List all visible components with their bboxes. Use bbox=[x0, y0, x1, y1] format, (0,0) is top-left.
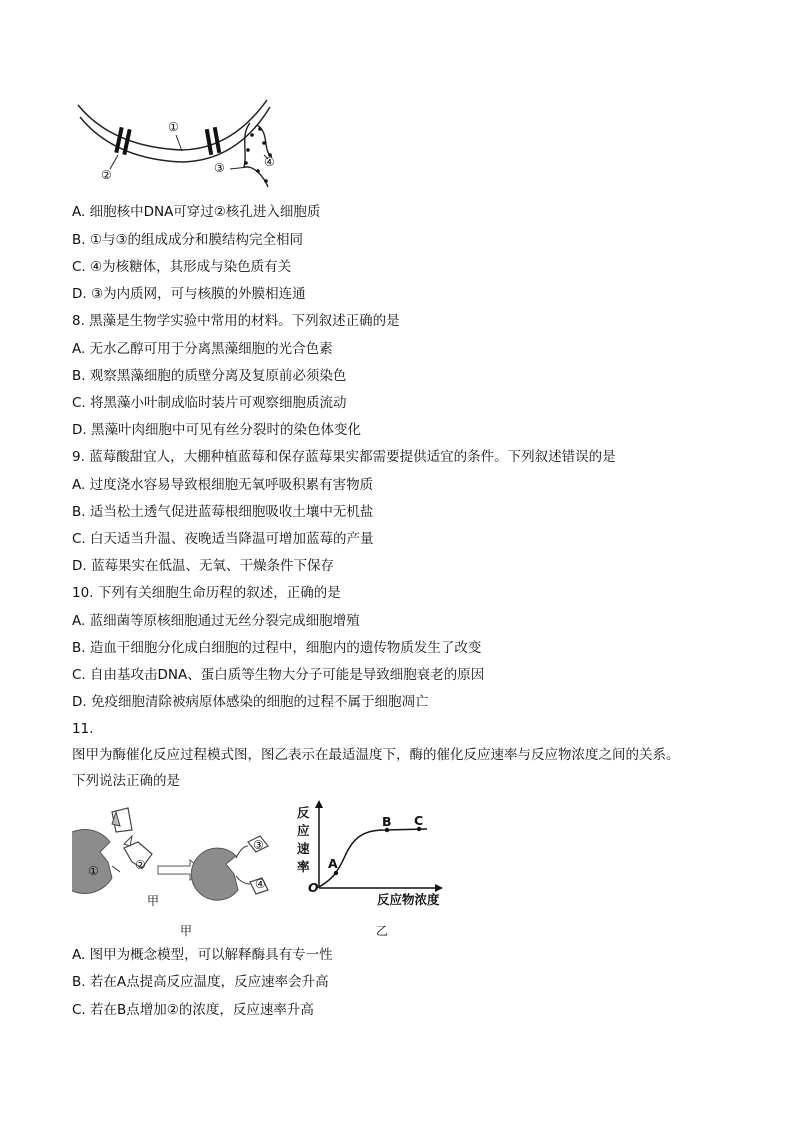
x-axis-label: 反应物浓度 bbox=[377, 892, 440, 907]
jia-caption: 甲 bbox=[180, 924, 193, 938]
yi-caption: 乙 bbox=[376, 924, 389, 938]
q8-option-d: D. 黑藻叶肉细胞中可见有丝分裂时的染色体变化 bbox=[72, 422, 361, 438]
q7-option-b: B. ①与③的组成成分和膜结构完全相同 bbox=[72, 232, 304, 248]
y-axis-char-2: 应 bbox=[297, 823, 310, 838]
q10-option-d: D. 免疫细胞清除被病原体感染的细胞的过程不属于细胞凋亡 bbox=[72, 694, 429, 710]
y-axis-label bbox=[297, 803, 315, 875]
fig-label-2: ② bbox=[101, 168, 112, 182]
q9-option-d: D. 蓝莓果实在低温、无氧、干燥条件下保存 bbox=[72, 558, 334, 574]
y-axis-char-1: 反 bbox=[297, 805, 310, 820]
q9-option-b: B. 适当松土透气促进蓝莓根细胞吸收土壤中无机盐 bbox=[72, 504, 374, 520]
q11-option-b: B. 若在A点提高反应温度，反应速率会升高 bbox=[72, 974, 329, 990]
point-c-label: C bbox=[414, 813, 424, 828]
origin-label: O bbox=[308, 880, 319, 895]
jia-label-2: ② bbox=[135, 858, 146, 872]
rate-curve-figure bbox=[305, 800, 445, 895]
point-b-label: B bbox=[382, 814, 392, 829]
y-axis-char-3: 速 bbox=[297, 841, 310, 856]
q8-stem: 8. 黑藻是生物学实验中常用的材料。下列叙述正确的是 bbox=[72, 313, 400, 329]
q10-option-c: C. 自由基攻击DNA、蛋白质等生物大分子可能是导致细胞衰老的原因 bbox=[72, 667, 485, 683]
point-a-label: A bbox=[328, 856, 338, 871]
q9-stem: 9. 蓝莓酸甜宜人，大棚种植蓝莓和保存蓝莓果实都需要提供适宜的条件。下列叙述错误的是 bbox=[72, 449, 616, 465]
fig-label-3: ③ bbox=[214, 161, 225, 175]
q8-option-a: A. 无水乙醇可用于分离黑藻细胞的光合色素 bbox=[72, 341, 333, 357]
q10-option-a: A. 蓝细菌等原核细胞通过无丝分裂完成细胞增殖 bbox=[72, 613, 360, 629]
jia-inner-caption: 甲 bbox=[147, 894, 160, 908]
q11-number: 11. bbox=[72, 721, 94, 737]
q7-option-c: C. ④为核糖体，其形成与染色质有关 bbox=[72, 259, 292, 275]
point-a-mark bbox=[334, 871, 338, 875]
q10-stem: 10. 下列有关细胞生命历程的叙述，正确的是 bbox=[72, 585, 341, 601]
fig-label-1: ① bbox=[168, 120, 179, 134]
q9-option-a: A. 过度浇水容易导致根细胞无氧呼吸积累有害物质 bbox=[72, 477, 374, 493]
fig-label-4: ④ bbox=[264, 155, 275, 169]
q7-option-d: D. ③为内质网，可与核膜的外膜相连通 bbox=[72, 286, 306, 302]
q8-option-c: C. 将黑藻小叶制成临时装片可观察细胞质流动 bbox=[72, 395, 347, 411]
jia-label-1: ① bbox=[88, 864, 99, 878]
q7-option-a: A. 细胞核中DNA可穿过②核孔进入细胞质 bbox=[72, 204, 321, 220]
q8-option-b: B. 观察黑藻细胞的质壁分离及复原前必须染色 bbox=[72, 368, 347, 384]
y-axis-char-4: 率 bbox=[297, 859, 310, 874]
enzyme-model-figure bbox=[72, 800, 287, 910]
q11-stem-line2: 下列说法正确的是 bbox=[72, 773, 180, 789]
jia-label-4: ④ bbox=[255, 877, 266, 891]
q11-option-a: A. 图甲为概念模型，可以解释酶具有专一性 bbox=[72, 947, 333, 963]
q9-option-c: C. 白天适当升温、夜晚适当降温可增加蓝莓的产量 bbox=[72, 531, 374, 547]
q11-option-c: C. 若在B点增加②的浓度，反应速率升高 bbox=[72, 1002, 314, 1018]
q11-stem-line1: 图甲为酶催化反应过程模式图，图乙表示在最适温度下，酶的催化反应速率与反应物浓度之间的关系。 bbox=[72, 747, 680, 763]
jia-label-3: ③ bbox=[253, 838, 264, 852]
q10-option-b: B. 造血干细胞分化成白细胞的过程中，细胞内的遗传物质发生了改变 bbox=[72, 640, 482, 656]
